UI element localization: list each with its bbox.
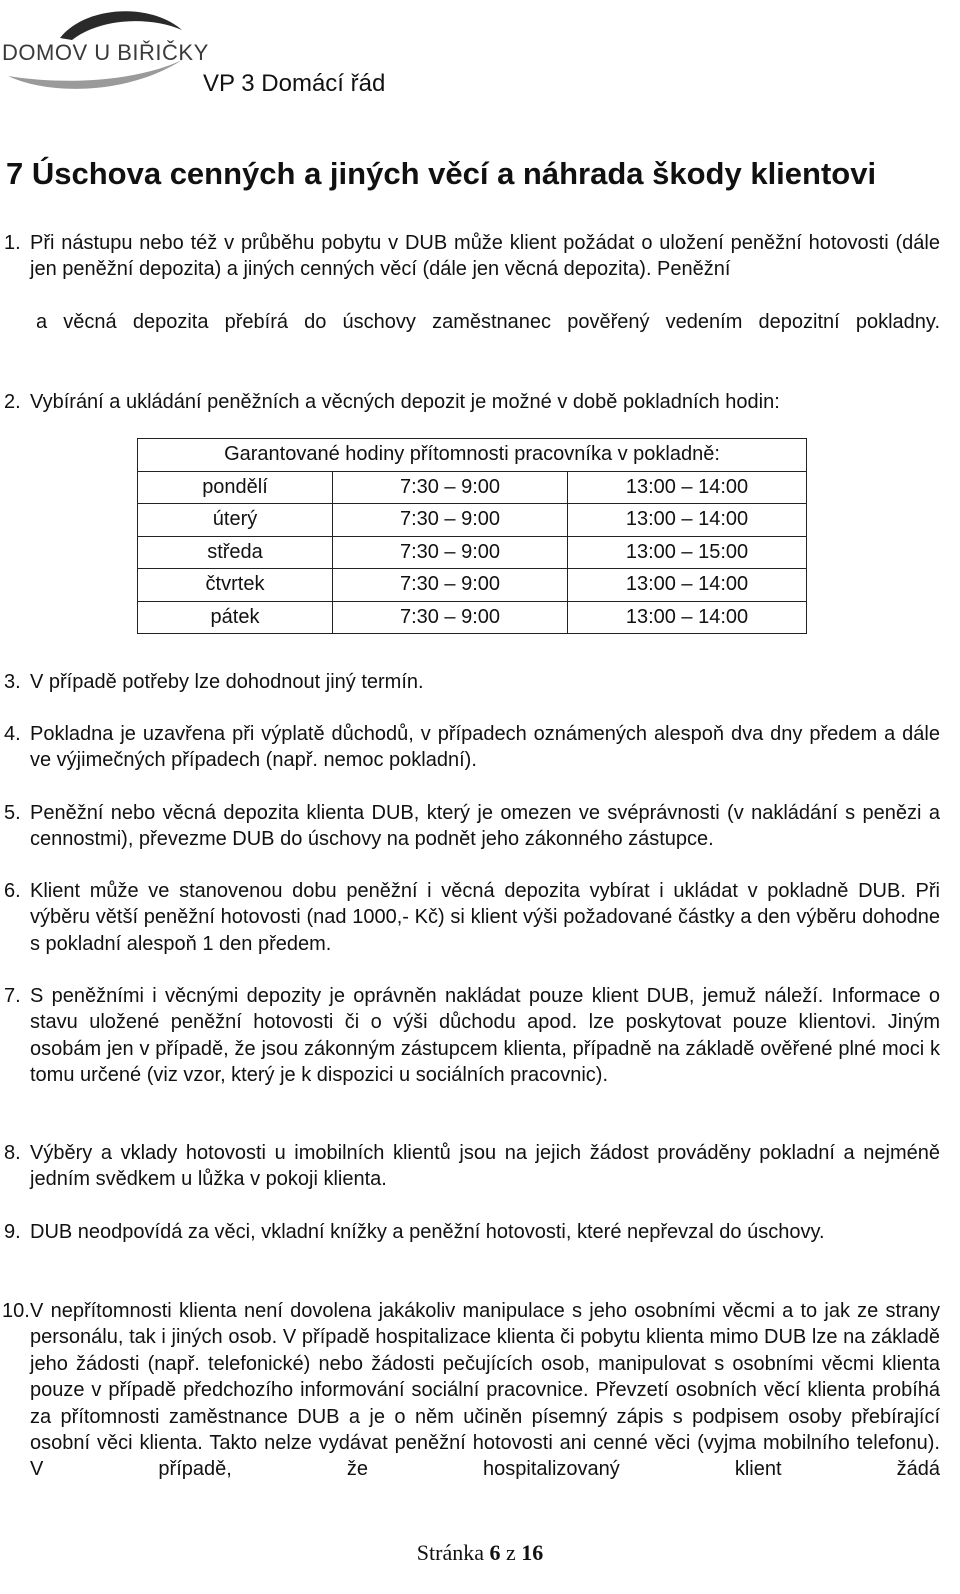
afternoon-hours-cell: 13:00 – 14:00 — [568, 601, 807, 634]
day-cell: pondělí — [138, 471, 333, 504]
list-item-text: Vybírání a ukládání peněžních a věcných depozit je možné v době pokladních hodin: — [30, 391, 780, 413]
day-cell: středa — [138, 536, 333, 569]
list-item-text: Peněžní nebo věcná depozita klienta DUB, který je omezen ve svéprávnosti (v nakládání s penězi a cennostmi), převezme DUB do úschovy na podnět jeho zákonného zástupce. — [30, 802, 940, 851]
cashier-hours-table — [137, 438, 807, 634]
list-item-2 — [4, 389, 940, 415]
list-item-number: 5. — [4, 802, 21, 824]
list-item-number: 10. — [2, 1300, 30, 1322]
list-item-8 — [4, 1140, 940, 1193]
list-item-text: Při nástupu nebo též v průběhu pobytu v DUB může klient požádat o uložení peněžní hotovosti (dále jen peněžní depozita) a jiných cenných věcí (dále jen věcná depozita). Peněžní — [30, 232, 940, 281]
list-item-number: 1. — [4, 232, 21, 254]
footer-of: z — [505, 1540, 516, 1565]
list-item-5 — [4, 800, 940, 853]
list-item-number: 9. — [4, 1221, 21, 1243]
list-item-4 — [4, 721, 940, 774]
list-item-number: 4. — [4, 723, 21, 745]
list-item-number: 7. — [4, 985, 21, 1007]
morning-hours-cell: 7:30 – 9:00 — [333, 569, 568, 602]
list-item-number: 6. — [4, 880, 21, 902]
table-header-row — [138, 439, 807, 472]
table-row — [138, 471, 807, 504]
list-item-number: 2. — [4, 391, 21, 413]
table-row — [138, 601, 807, 634]
logo — [0, 4, 209, 94]
afternoon-hours-cell: 13:00 – 15:00 — [568, 536, 807, 569]
list-item-10 — [2, 1298, 940, 1483]
morning-hours-cell: 7:30 – 9:00 — [333, 471, 568, 504]
list-item-text: Pokladna je uzavřena při výplatě důchodů, v případech oznámených alespoň dva dny předem a dále ve výjimečných případech (např. nemoc pokladní). — [30, 723, 940, 772]
day-cell: čtvrtek — [138, 569, 333, 602]
logo-text: DOMOV U BIŘIČKY — [2, 40, 209, 65]
table-row — [138, 504, 807, 537]
morning-hours-cell: 7:30 – 9:00 — [333, 504, 568, 537]
day-cell: pátek — [138, 601, 333, 634]
table-header-cell: Garantované hodiny přítomnosti pracovníka v pokladně: — [138, 439, 807, 472]
list-item-9 — [4, 1219, 940, 1245]
morning-hours-cell: 7:30 – 9:00 — [333, 601, 568, 634]
list-item-number: 3. — [4, 671, 21, 693]
list-item-text: a věcná depozita přebírá do úschovy zaměstnanec pověřený vedením depozitní pokladny. — [36, 311, 940, 333]
list-item-1 — [4, 230, 940, 283]
list-item-6 — [4, 878, 940, 957]
afternoon-hours-cell: 13:00 – 14:00 — [568, 471, 807, 504]
day-cell: úterý — [138, 504, 333, 537]
morning-hours-cell: 7:30 – 9:00 — [333, 536, 568, 569]
list-item-text: V případě potřeby lze dohodnout jiný termín. — [30, 671, 424, 693]
list-item-text: Klient může ve stanovenou dobu peněžní i věcná depozita vybírat i ukládat v pokladně DUB. Při výběru větší peněžní hotovosti (nad 1000,- Kč) si klient výši požadované částky a den výběru dohodne s pokladní alespoň 1 den předem. — [30, 880, 940, 955]
page-footer — [0, 1540, 960, 1566]
table-row — [138, 536, 807, 569]
list-item-7 — [4, 983, 940, 1089]
table-row — [138, 569, 807, 602]
footer-total-pages: 16 — [521, 1540, 544, 1565]
list-item-3 — [4, 669, 940, 695]
footer-page-number: 6 — [489, 1540, 501, 1565]
afternoon-hours-cell: 13:00 – 14:00 — [568, 569, 807, 602]
list-item-text: Výběry a vklady hotovosti u imobilních klientů jsou na jejich žádost prováděny pokladní a nejméně jedním svědkem u lůžka v pokoji klienta. — [30, 1142, 940, 1191]
section-title: 7 Úschova cenných a jiných věcí a náhrada škody klientovi — [6, 156, 877, 191]
footer-prefix: Stránka — [416, 1540, 484, 1565]
list-item-text: V nepřítomnosti klienta není dovolena jakákoliv manipulace s jeho osobními věcmi a to jak ze strany personálu, tak i jiných osob. V případě hospitalizace klienta či pobytu klienta mimo DUB lze na základě jeho žádosti (např. telefonické) nebo žádosti pečujících osob, manipulovat s osobními věcmi klienta pouze v případě předchozího informování sociální pracovnice. Převzetí osobních věcí klienta probíhá za přítomnosti zaměstnance DUB a je o něm učiněn písemný zápis s podpisem osoby přebírající osobní věci klienta. Takto nelze vydávat peněžní hotovosti ani cenné věci (vyjma mobilního telefonu). V případě, že hospitalizovaný klient žádá — [30, 1300, 940, 1481]
afternoon-hours-cell: 13:00 – 14:00 — [568, 504, 807, 537]
list-item-text: DUB neodpovídá za věci, vkladní knížky a peněžní hotovosti, které nepřevzal do úschovy. — [30, 1221, 825, 1243]
document-header-title: VP 3 Domácí řád — [203, 70, 386, 97]
list-item-number: 8. — [4, 1142, 21, 1164]
list-item-text: S peněžními i věcnými depozity je oprávněn nakládat pouze klient DUB, jemuž náleží. Informace o stavu uložené peněžní hotovosti či o výši důchodu apod. lze poskytovat pouze klientovi. Jiným osobám jen v případě, že jsou zákonným zástupcem klienta, případně na základě ověřené plné moci k tomu určené (viz vzor, který je k dispozici u sociálních pracovnic). — [30, 985, 940, 1087]
list-item-1-continuation — [36, 309, 940, 335]
